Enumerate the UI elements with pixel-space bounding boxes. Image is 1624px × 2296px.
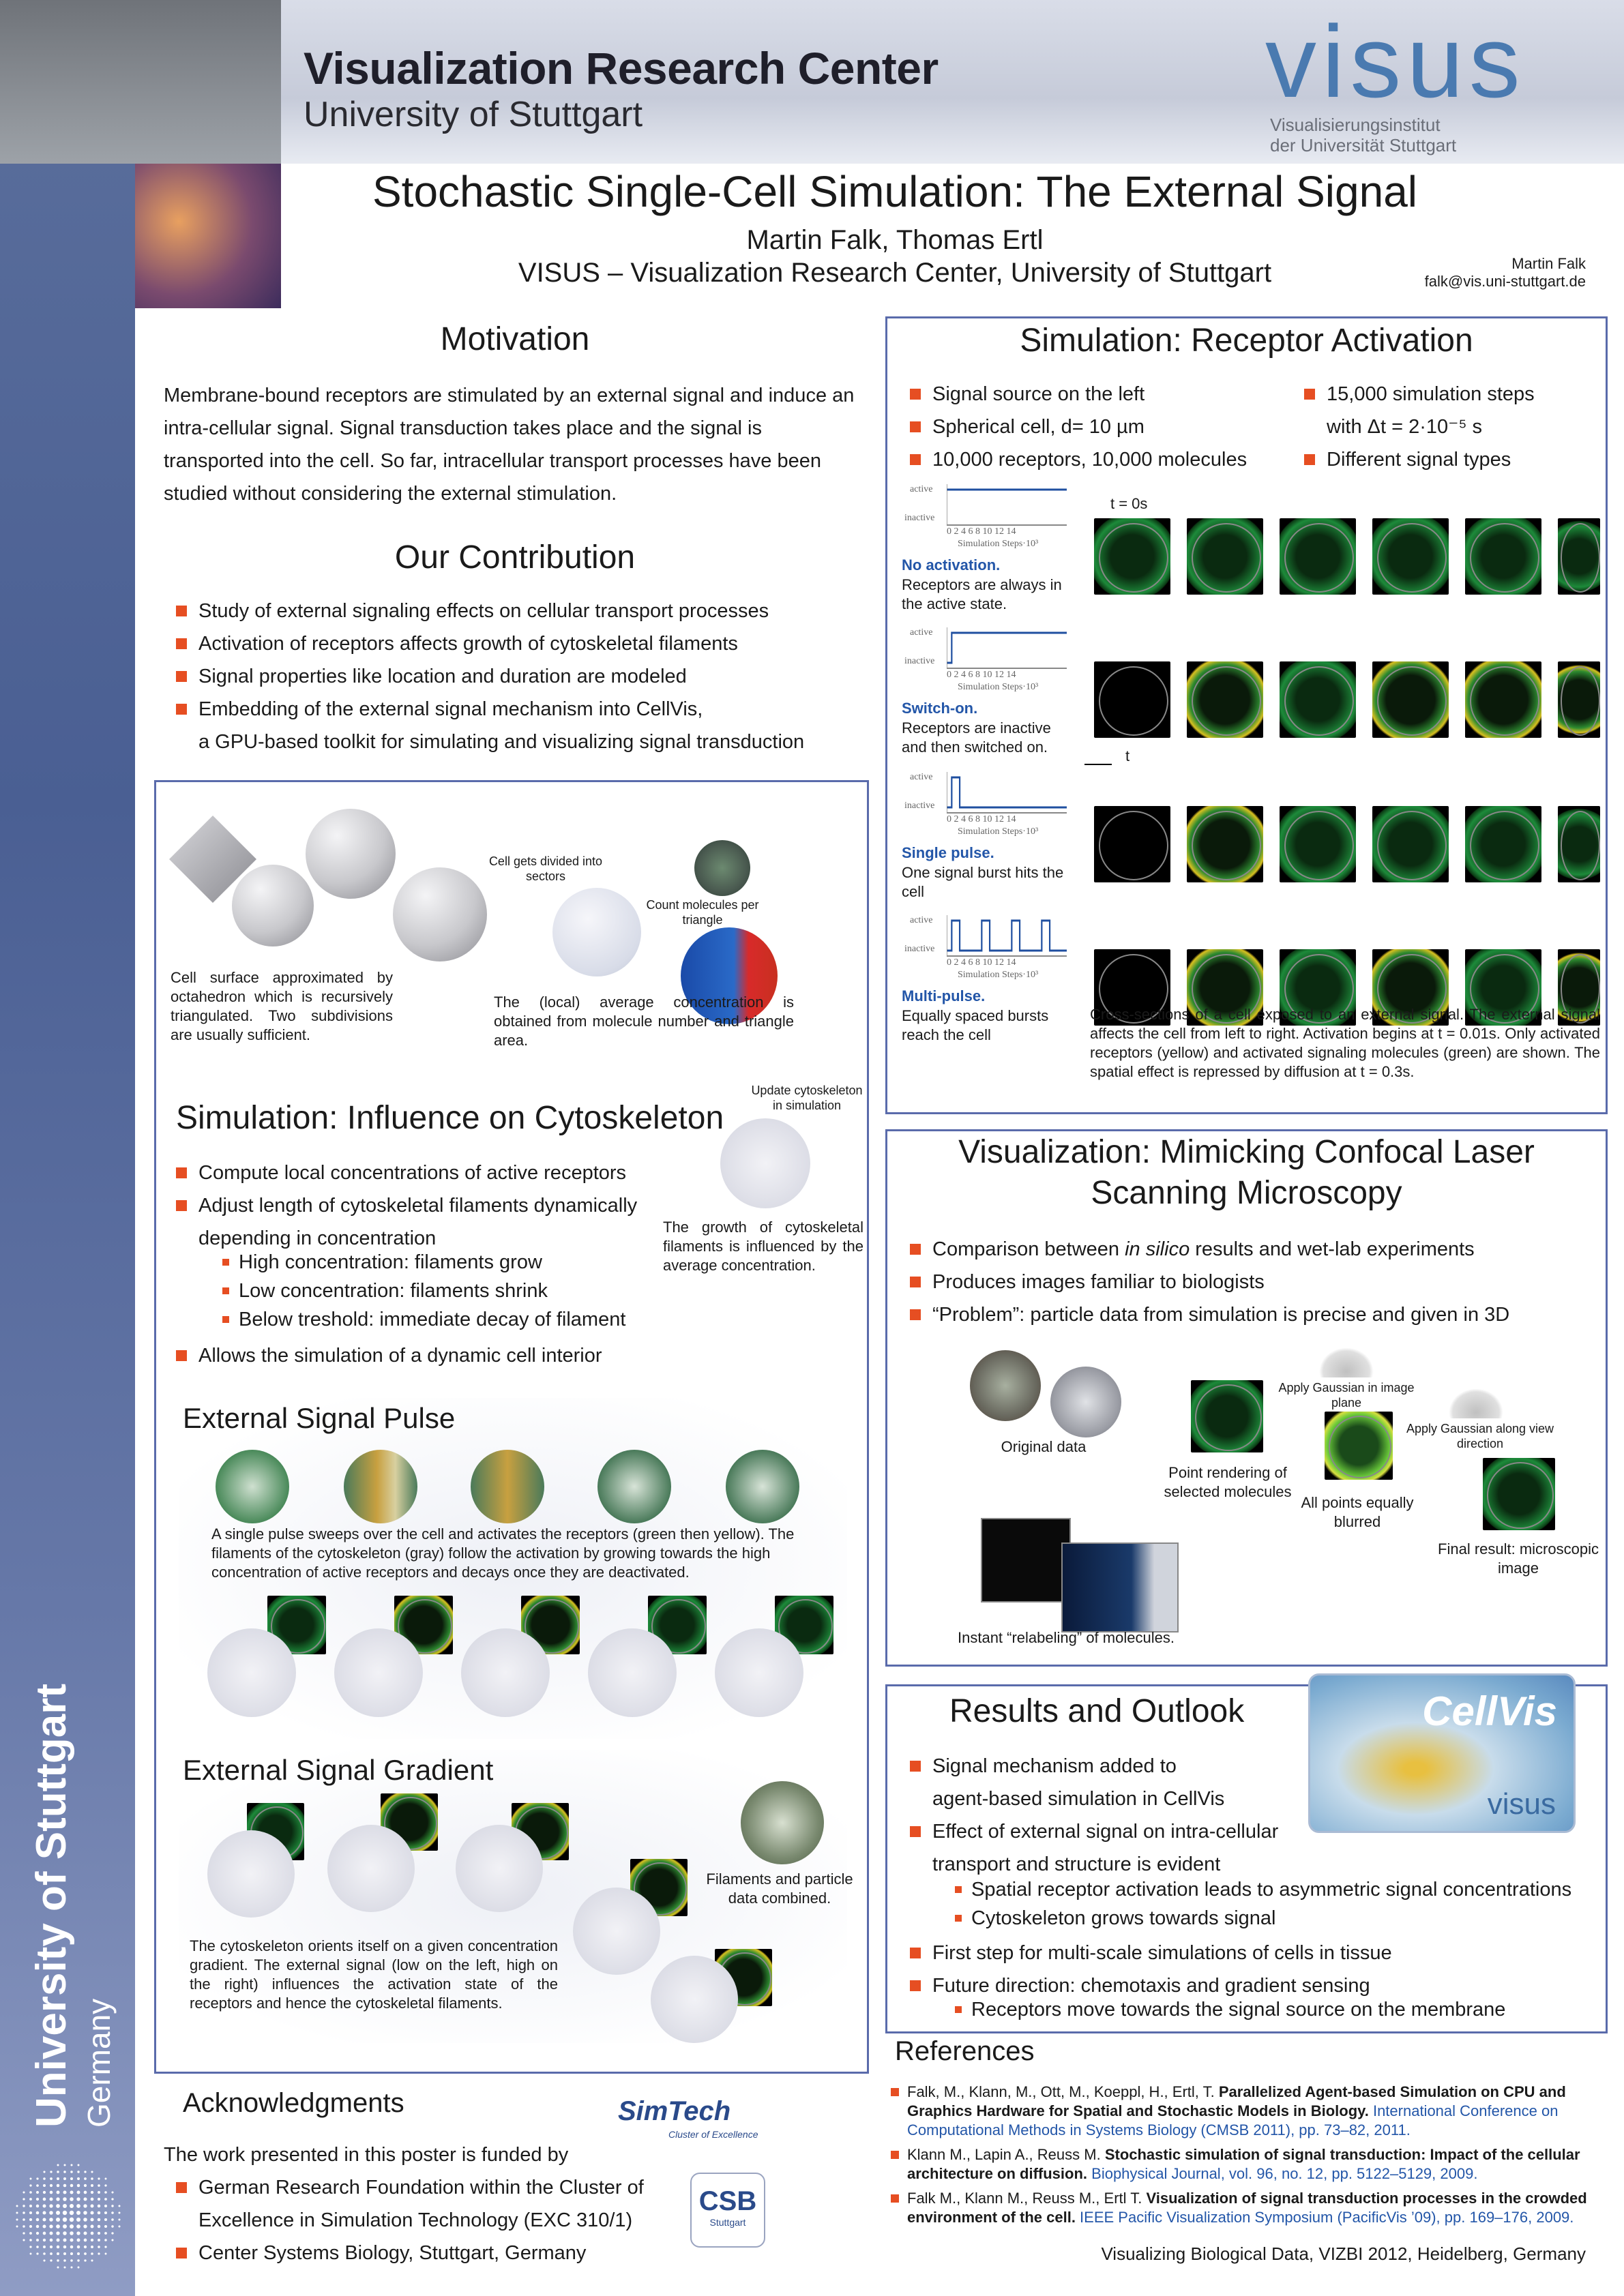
receptor-caption: Cross-sections of a cell exposed to an external signal. The external signal affects the cell from left to right. Activation begins at t = 0.01s. Only activated receptors (yellow) and activated signaling molecules (green) are shown. The spatial effect is repressed by diffusion at t = 0.3s. <box>1090 1006 1600 1080</box>
list-item: Center Systems Biology, Stuttgart, Germany <box>176 2237 694 2269</box>
gaussian-icon-2 <box>1449 1388 1503 1418</box>
list-item: Spatial receptor activation leads to asymmetric signal concentrations <box>955 1875 1603 1904</box>
caption-update: Update cytoskeleton in simulation <box>751 1084 863 1112</box>
gaussian-icon-1 <box>1319 1347 1374 1377</box>
sidebar-country: Germany <box>81 1998 117 2128</box>
results-list-2 <box>910 1937 1592 2002</box>
cross-section-frame <box>1558 661 1600 738</box>
caption-final: Final result: microscopic image <box>1438 1540 1599 1577</box>
caption-gauss1: Apply Gaussian in image plane <box>1278 1381 1415 1410</box>
plot-ticks: 0 2 4 6 8 10 12 14 <box>947 670 1016 680</box>
reference-1: Falk, M., Klann, M., Ott, M., Koeppl, H., Ertl, T. Parallelized Agent-based Simulation on CPU and Graphics Hardware for Spatial and Stochastic Models in Biology. International Conference on Computational Methods in Systems Biology (CMSB 2011), pp. 73–82, 2011. <box>891 2083 1600 2140</box>
contribution-title: Our Contribution <box>394 539 636 576</box>
point-rendering-frame <box>1191 1380 1263 1452</box>
signal-plot <box>947 772 1067 814</box>
t-arrow <box>1084 764 1112 765</box>
caption-local: The (local) average concentration is obtained from molecule number and triangle area. <box>494 994 794 1049</box>
list-item: Spherical cell, d= 10 µm <box>910 411 1292 443</box>
poster-authors: Martin Falk, Thomas Ertl <box>746 225 1044 255</box>
cross-section-frame <box>1187 661 1263 738</box>
row-head: Single pulse. <box>902 844 994 861</box>
ack-intro: The work presented in this poster is funded by <box>164 2144 569 2166</box>
gradient-sphere-4 <box>573 1888 660 1975</box>
reference-3: Falk M., Klann M., Reuss M., Ertl T. Visualization of signal transduction processes in the crowded environment of the cell. IEEE Pacific Visualization Symposium (PacificVis ’09), pp. 169–176, 2009. <box>891 2189 1600 2227</box>
row-head: Multi-pulse. <box>902 987 986 1004</box>
contact: Martin Falk falk@vis.uni-stuttgart.de <box>1424 255 1586 290</box>
cytoskeleton-title: Simulation: Influence on Cytoskeleton <box>176 1100 724 1136</box>
reference-2: Klann M., Lapin A., Reuss M. Stochastic simulation of signal transduction: Impact of the cellular architecture on diffusion. Biophysical Journal, vol. 96, no. 12, pp. 5122–5129, 2009. <box>891 2145 1600 2183</box>
cross-section-frame <box>1094 518 1170 595</box>
caption-count: Count molecules per triangle <box>646 898 759 927</box>
caption-point: Point rendering of selected molecules <box>1164 1464 1292 1500</box>
list-item: Signal mechanism added to <box>910 1750 1319 1783</box>
cross-section-frame <box>1280 806 1356 882</box>
list-item: Adjust length of cytoskeletal filaments dynamically <box>176 1189 667 1222</box>
list-item: Signal source on the left <box>910 378 1292 411</box>
vis-title-1: Visualization: Mimicking Confocal Laser <box>958 1134 1535 1170</box>
list-item: Below treshold: immediate decay of filament <box>222 1305 700 1334</box>
header-title: Visualization Research Center <box>304 43 939 93</box>
list-item: Study of external signaling effects on cellular transport processes <box>176 595 879 627</box>
list-item: Different signal types <box>1304 443 1597 476</box>
list-item: Receptors move towards the signal source on the membrane <box>955 1995 1603 2024</box>
plot-label-active: active <box>910 484 933 494</box>
blurred-frame <box>1325 1412 1393 1480</box>
ack-title: Acknowledgments <box>183 2088 404 2118</box>
row-text: One signal burst hits the cell <box>902 864 1064 900</box>
cross-section-frame <box>1372 661 1449 738</box>
pulse-sphere-4 <box>588 1628 677 1717</box>
cross-section-frame <box>1465 806 1541 882</box>
vis-list <box>910 1233 1592 1331</box>
pulse-sphere-1 <box>207 1628 296 1717</box>
pulse-cell-3 <box>471 1450 544 1523</box>
list-item: Allows the simulation of a dynamic cell interior <box>176 1339 790 1372</box>
pulse-cell-5 <box>726 1450 799 1523</box>
motivation-text: Membrane-bound receptors are stimulated by an external signal and induce an intra-cellular signal. Signal transduction takes place and the signal is transported into the cell. So far, intracellular transport processes have been studied without considering the external stimulation. <box>164 385 855 505</box>
t-arrow-label: t <box>1125 747 1130 764</box>
pulse-cell-2 <box>344 1450 417 1523</box>
pulse-caption: A single pulse sweeps over the cell and activates the receptors (green then yellow). The filaments of the cytoskeleton (gray) follow the activation by growing towards the high concentration of active receptors and decays once they are deactivated. <box>211 1525 795 1581</box>
cross-section-frame <box>1187 806 1263 882</box>
contribution-list <box>176 595 879 726</box>
original-cell-1 <box>970 1350 1041 1421</box>
results-sublist-2 <box>955 1995 1603 2024</box>
caption-growth: The growth of cytoskeletal filaments is influenced by the average concentration. <box>663 1219 863 1274</box>
row-head: Switch-on. <box>902 700 978 717</box>
cytoskeleton-item2-cont: depending in concentration <box>198 1227 437 1249</box>
list-item: 15,000 simulation steps <box>1304 378 1597 411</box>
list-item: German Research Foundation within the Cluster of <box>176 2171 694 2204</box>
receptor-list-left <box>910 378 1292 476</box>
caption-relabel: Instant “relabeling” of molecules. <box>958 1629 1175 1646</box>
results-item2-cont: transport and structure is evident <box>932 1853 1221 1875</box>
final-frame <box>1483 1458 1555 1530</box>
list-item: 10,000 receptors, 10,000 molecules <box>910 443 1292 476</box>
cytoskeleton-list <box>176 1157 667 1222</box>
relabel-screenshot-1 <box>981 1518 1071 1602</box>
gradient-sphere-3 <box>456 1825 543 1912</box>
subdivided-sphere-3 <box>393 867 487 961</box>
list-item: Signal properties like location and duration are modeled <box>176 660 879 693</box>
list-item: Comparison between in silico results and wet-lab experiments <box>910 1233 1592 1266</box>
motivation-title: Motivation <box>440 321 590 357</box>
cross-section-frame <box>1465 661 1541 738</box>
pulse-sphere-5 <box>715 1628 803 1717</box>
combined-sphere <box>741 1781 824 1864</box>
svg-text:visus: visus <box>1265 15 1526 117</box>
receptor-title: Simulation: Receptor Activation <box>1020 323 1473 359</box>
gradient-sphere-5 <box>651 1956 738 2043</box>
gradient-caption-combined: Filaments and particle data combined. <box>706 1870 853 1907</box>
plot-label-inactive: inactive <box>904 944 935 954</box>
row-text: Equally spaced bursts reach the cell <box>902 1007 1049 1043</box>
poster-title: Stochastic Single-Cell Simulation: The External Signal <box>372 167 1418 216</box>
t0-label: t = 0s <box>1110 495 1148 512</box>
pulse-sphere-2 <box>334 1628 423 1717</box>
visus-logo-caption: Visualisierungsinstitut der Universität Stuttgart <box>1270 115 1457 155</box>
cellvis-logo: CellVis visus <box>1308 1673 1576 1833</box>
cytoskeleton-sphere <box>720 1118 810 1208</box>
cytoskeleton-list-2 <box>176 1339 790 1372</box>
university-seal <box>14 2162 123 2271</box>
plot-label-active: active <box>910 627 933 638</box>
plot-xlabel: Simulation Steps·10³ <box>958 970 1039 980</box>
row-head: No activation. <box>902 556 1001 573</box>
gradient-title: External Signal Gradient <box>183 1754 494 1786</box>
plot-ticks: 0 2 4 6 8 10 12 14 <box>947 526 1016 537</box>
caption-surface: Cell surface approximated by octahedron which is recursively triangulated. Two subdivisions are usually sufficient. <box>171 969 393 1043</box>
list-item: “Problem”: particle data from simulation is precise and given in 3D <box>910 1298 1592 1331</box>
signal-plot <box>947 484 1067 526</box>
header-image <box>135 164 281 308</box>
plot-ticks: 0 2 4 6 8 10 12 14 <box>947 814 1016 824</box>
sector-sphere <box>552 888 641 976</box>
references-list <box>891 2083 1600 2227</box>
cytoskeleton-sublist <box>222 1248 700 1334</box>
cross-section-frame <box>1280 518 1356 595</box>
vis-title-2: Scanning Microscopy <box>1091 1175 1402 1211</box>
gradient-sphere-1 <box>207 1830 295 1918</box>
cross-section-frame <box>1558 518 1600 595</box>
pulse-cell-1 <box>216 1450 289 1523</box>
original-cell-2 <box>1050 1367 1121 1437</box>
cross-section-frame <box>1465 518 1541 595</box>
results-sublist <box>955 1875 1603 1933</box>
contribution-item4-cont: a GPU-based toolkit for simulating and visualizing signal transduction <box>198 731 805 753</box>
list-item: Effect of external signal on intra-cellular <box>910 1815 1319 1848</box>
list-item: Cytoskeleton grows towards signal <box>955 1904 1603 1933</box>
csb-logo: CSB Stuttgart <box>690 2173 765 2248</box>
plot-label-active: active <box>910 915 933 925</box>
cross-section-frame <box>1187 518 1263 595</box>
receptor-right-item1-cont: with Δt = 2·10⁻⁵ s <box>1327 416 1483 438</box>
subdivided-sphere-1 <box>232 865 314 946</box>
results-item1-cont: agent-based simulation in CellVis <box>932 1788 1225 1810</box>
row-text: Receptors are inactive and then switched on. <box>902 719 1051 756</box>
plot-label-inactive: inactive <box>904 801 935 811</box>
list-item: Activation of receptors affects growth of cytoskeletal filaments <box>176 627 879 660</box>
plot-label-inactive: inactive <box>904 513 935 523</box>
list-item: Compute local concentrations of active receptors <box>176 1157 667 1189</box>
plot-xlabel: Simulation Steps·10³ <box>958 826 1039 837</box>
caption-original: Original data <box>1001 1438 1087 1455</box>
subdivided-sphere-2 <box>306 809 396 899</box>
pulse-title: External Signal Pulse <box>183 1402 456 1434</box>
cross-section-frame <box>1094 661 1170 738</box>
plot-label-active: active <box>910 772 933 782</box>
cross-section-frame <box>1280 661 1356 738</box>
cross-section-frame <box>1372 518 1449 595</box>
cross-section-frame <box>1094 806 1170 882</box>
gradient-sphere-2 <box>327 1825 415 1912</box>
header-subtitle: University of Stuttgart <box>304 95 643 134</box>
list-item: Embedding of the external signal mechanism into CellVis, <box>176 693 879 726</box>
plot-label-inactive: inactive <box>904 656 935 666</box>
relabel-screenshot-2 <box>1061 1542 1179 1632</box>
gradient-caption: The cytoskeleton orients itself on a given concentration gradient. The external signal (low on the left, high on the right) influences the activation state of the receptors and hence the cytoskeletal filaments. <box>190 1937 558 2012</box>
row-text: Receptors are always in the active state. <box>902 576 1062 612</box>
references-title: References <box>895 2036 1035 2066</box>
list-item: Low concentration: filaments shrink <box>222 1277 700 1305</box>
list-item: First step for multi-scale simulations of cells in tissue <box>910 1937 1592 1969</box>
header-dark-block <box>0 0 281 164</box>
cross-section-frame <box>1372 806 1449 882</box>
simtech-logo: SimTech <box>618 2096 731 2126</box>
plot-xlabel: Simulation Steps·10³ <box>958 682 1039 692</box>
sidebar-university: University of Stuttgart <box>28 1683 75 2128</box>
visus-logo <box>1265 15 1579 117</box>
caption-blur: All points equally blurred <box>1301 1494 1414 1530</box>
simtech-logo-sub: Cluster of Excellence <box>668 2129 758 2140</box>
footer-venue: Visualizing Biological Data, VIZBI 2012, Heidelberg, Germany <box>1101 2243 1586 2264</box>
caption-gauss2: Apply Gaussian along view direction <box>1406 1422 1554 1450</box>
list-item: Produces images familiar to biologists <box>910 1266 1592 1298</box>
pulse-sphere-3 <box>461 1628 550 1717</box>
plot-xlabel: Simulation Steps·10³ <box>958 539 1039 549</box>
molecule-sphere <box>694 840 750 896</box>
list-item: Future direction: chemotaxis and gradient sensing <box>910 1969 1592 2002</box>
list-item: High concentration: filaments grow <box>222 1248 700 1277</box>
ack-item1-cont: Excellence in Simulation Technology (EXC 310/1) <box>198 2209 633 2231</box>
signal-plot <box>947 627 1067 670</box>
pulse-cell-4 <box>597 1450 671 1523</box>
results-title: Results and Outlook <box>949 1693 1245 1729</box>
poster-affiliation: VISUS – Visualization Research Center, University of Stuttgart <box>518 258 1272 288</box>
plot-ticks: 0 2 4 6 8 10 12 14 <box>947 957 1016 968</box>
signal-plot <box>947 915 1067 957</box>
caption-divided: Cell gets divided into sectors <box>488 854 603 883</box>
cross-section-frame <box>1558 806 1600 882</box>
